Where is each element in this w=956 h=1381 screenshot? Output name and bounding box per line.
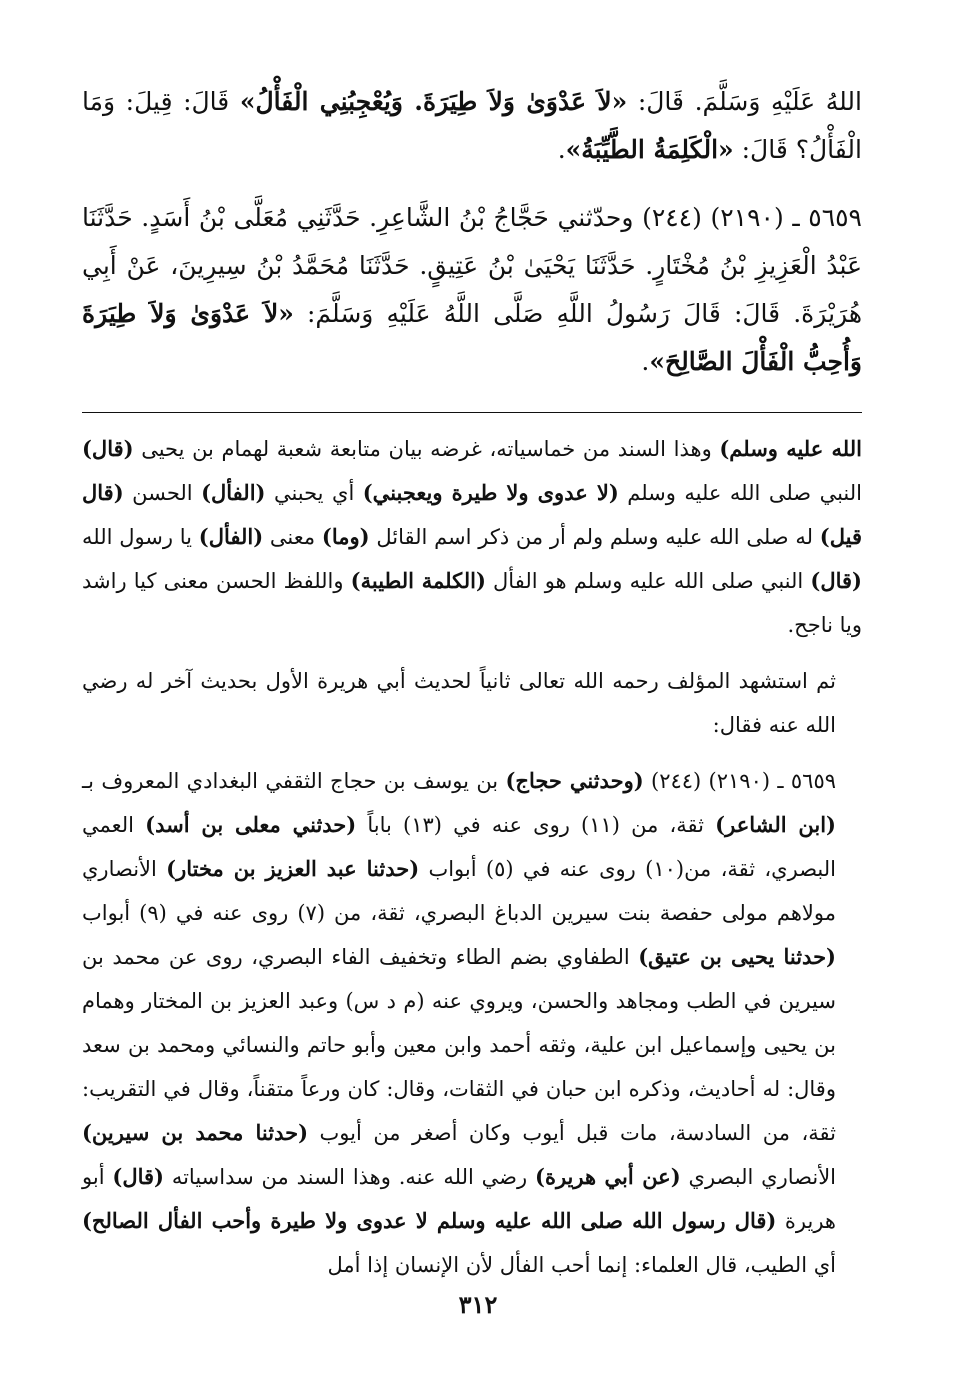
- quoted-term: (قال): [82, 436, 134, 461]
- prophet-saying: «لاَ عَدْوَىٰ وَلاَ طِيَرَةَ. وَيُعْجِبُنِي الْفَأْلُ»: [239, 87, 628, 116]
- commentary-text: العمي البصري، ثقة، من(١٠) روى عنه في (٥) أبواب: [82, 813, 836, 881]
- quoted-term: (الفأل): [201, 480, 266, 505]
- hadith-paragraph: [82, 194, 862, 386]
- quoted-term: (حدثنا محمد بن سيرين): [82, 1120, 309, 1145]
- quoted-term: (وما): [321, 524, 370, 549]
- commentary-text: وهذا السند من خماسياته، غرضه بيان متابعة شعبة لهمام بن يحيى: [133, 437, 720, 461]
- commentary-block: [82, 659, 862, 747]
- quoted-term: (قال قيل): [82, 480, 862, 549]
- commentary-text: بن يوسف بن حجاج الثقفي البغدادي المعروف بـ: [82, 769, 506, 793]
- section-divider: [82, 412, 862, 413]
- commentary-text: له صلى الله عليه وسلم ولم أر من ذكر اسم القائل: [369, 525, 820, 549]
- quoted-term: (وحدثني حجاج): [505, 768, 644, 793]
- commentary-paragraph: [82, 659, 862, 747]
- hadith-continuation: [82, 78, 862, 174]
- prophet-saying: «الْكَلِمَةُ الطَّيِّبَةُ»: [565, 135, 734, 164]
- page-number: ٣١٢: [458, 1290, 498, 1319]
- commentary-text: ثم استشهد المؤلف رحمه الله تعالى ثانياً لحديث أبي هريرة الأول بحديث آخر له رضي الله عنه فقال:: [82, 669, 836, 737]
- commentary-text: معنى: [263, 525, 322, 549]
- commentary-section: [82, 427, 862, 1287]
- commentary-text: واللفظ الحسن معنى كيا راشد ويا ناجح.: [82, 569, 862, 637]
- quoted-term: (قال رسول الله صلى الله عليه وسلم لا عدوى ولا طيرة وأحب الفأل الصالح): [82, 1208, 777, 1233]
- quoted-term: (ابن الشاعر): [715, 812, 836, 837]
- quoted-term: (حدثنا يحيى بن عتيق): [638, 944, 836, 969]
- hadith-text-segment: قَالَ: قِيلَ: وَمَا الْفَأْلُ؟ قَالَ:: [82, 87, 862, 164]
- quoted-term: (الفأل): [198, 524, 264, 549]
- commentary-text: الطفاوي بضم الطاء وتخفيف الفاء البصري، روى عن محمد بن سيرين في الطب ومجاهد والحسن، ويروي عنه (م د س) وعبد العزيز بن المختار وهمام بن يحيى وإسماعيل ابن علية، وثقه أحمد وابن معين وأبو حاتم والنسائي ومحمد بن سعد وقال: له أحاديث، وذكره ابن حبان في الثقات، وقال: كان ورعاً متقناً، وقال في التقريب: ثقة، من السادسة، مات قبل أيوب وكان أصغر من أيوب: [82, 945, 836, 1145]
- commentary-block: [82, 759, 862, 1287]
- hadith-5659: [82, 194, 862, 386]
- hadith-text-segment: .: [641, 347, 650, 376]
- hadith-paragraph: [82, 78, 862, 174]
- quoted-term: (قال): [810, 568, 862, 593]
- hadith-text-segment: .: [557, 135, 566, 164]
- commentary-text: أبو هريرة: [82, 1165, 836, 1233]
- quoted-term: الله عليه وسلم): [719, 436, 862, 461]
- quoted-term: (عن أبي هريرة): [535, 1164, 681, 1189]
- quoted-term: (حدثنا عبد العزيز بن مختار): [166, 856, 420, 881]
- commentary-paragraph: [82, 759, 862, 1287]
- quoted-term: (لا عدوى ولا طيرة ويعجبني): [362, 480, 619, 505]
- quoted-term: (حدثني معلى بن أسد): [145, 812, 357, 837]
- commentary-text: أي يحبني: [265, 481, 363, 505]
- commentary-text: النبي صلى الله عليه وسلم: [618, 481, 862, 505]
- commentary-text: رضي الله عنه. وهذا السند من سداسياته: [163, 1165, 536, 1189]
- hadith-section: [82, 78, 862, 386]
- hadith-text-segment: اللهُ عَلَيْهِ وَسَلَّمَ. قَالَ:: [627, 87, 862, 116]
- quoted-term: (الكلمة الطيبة): [350, 568, 486, 593]
- commentary-text: يا رسول الله: [82, 525, 199, 549]
- commentary-text: ٥٦٥٩ ـ (٢١٩٠) (٢٤٤): [643, 769, 837, 793]
- commentary-text: الأنصاري مولاهم مولى حفصة بنت سيرين الدباغ البصري، ثقة، من (٧) روى عنه في (٩) أبواب: [82, 857, 836, 925]
- commentary-paragraph: [82, 427, 862, 647]
- commentary-text: ثقة، من (١١) روى عنه في (١٣) باباً: [356, 813, 716, 837]
- commentary-text: الأنصاري البصري: [680, 1165, 837, 1189]
- prophet-saying: «لاَ عَدْوَىٰ وَلاَ طِيَرَةَ وَأُحِبُّ الْفَأْلَ الصَّالِحَ»: [82, 299, 862, 376]
- hadith-text-segment: ٥٦٥٩ ـ (٢١٩٠) (٢٤٤) وحدّثني حَجَّاجُ بْنُ الشَّاعِرِ. حَدَّثَنِي مُعَلَّى بْنُ أَسَدٍ. حَدَّثَنَا عَبْدُ الْعَزِيزِ بْنُ مُخْتَارٍ. حَدَّثَنَا يَحْيَىٰ بْنُ عَتِيقٍ. حَدَّثَنَا مُحَمَّدُ بْنُ سِيرِينَ، عَنْ أَبِي هُرَيْرَةَ. قَالَ: قَالَ رَسُولُ اللَّهِ صَلَّى اللَّهُ عَلَيْهِ وَسَلَّمَ:: [82, 203, 863, 328]
- commentary-text: الحسن: [123, 481, 202, 505]
- quoted-term: (قال): [112, 1164, 164, 1189]
- page-content: [82, 78, 862, 1287]
- commentary-text: النبي صلى الله عليه وسلم هو الفأل: [485, 569, 811, 593]
- commentary-text: أي الطيب، قال العلماء: إنما أحب الفأل لأن الإنسان إذا أمل: [327, 1253, 836, 1277]
- commentary-block: [82, 427, 862, 647]
